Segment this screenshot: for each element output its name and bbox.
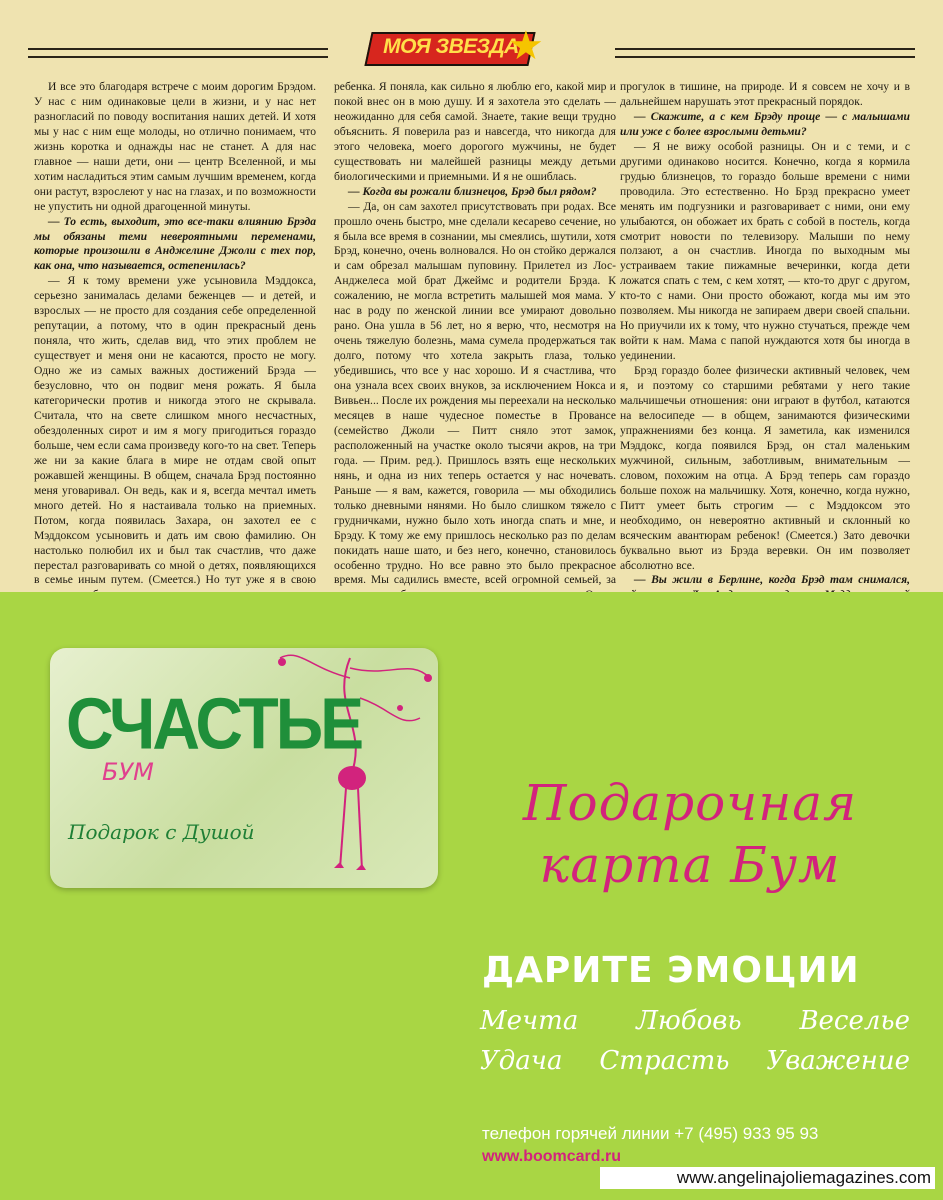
site-watermark: www.angelinajoliemagazines.com — [600, 1167, 935, 1189]
interview-question: — Когда вы рожали близнецов, Брэд был рядом? — [348, 184, 597, 198]
paragraph: ребенка. Я поняла, как сильно я люблю его, какой мир и покой внес он в мою душу. И я захотела это сделать — неожиданно для себя самой. Знаете, такие вещи трудно объяснить. Я поверила раз и навсегда, что никогда для этого человека, моего дорогого мужчины, не будет существовать ни малейшей разницы между детьми биологическими и приемными. И я не ошиблась. — [334, 80, 616, 183]
emotion-word: Любовь — [636, 1006, 742, 1036]
emotion-word: Уважение — [766, 1046, 910, 1076]
emotion-word: Страсть — [599, 1046, 730, 1076]
article-column-3 — [620, 80, 910, 585]
interview-question: — Вы жили в Берлине, когда Брэд там снимался, — [634, 573, 910, 587]
card-slogan: Подарок с Душой — [68, 820, 255, 844]
ad-headline-line-1: Подарочная — [522, 774, 858, 832]
hotline-phone: телефон горячей линии +7 (495) 933 95 93 — [482, 1124, 819, 1143]
advertisement — [0, 592, 943, 1200]
interview-question: — То есть, выходит, это все-таки влиянию Брэда мы обязаны теми невероятными переменами, которые произошли в Анджелине Джоли с тех пор, как она, что называется, остепенилась? — [34, 214, 316, 273]
star-icon: ★ — [508, 23, 544, 69]
emotion-word: Удача — [480, 1046, 563, 1076]
article-column-2 — [334, 80, 616, 585]
emotion-word: Мечта — [480, 1006, 579, 1036]
magazine-logo — [358, 24, 558, 72]
masthead-rule-right — [615, 48, 915, 58]
masthead-rule-left — [28, 48, 328, 58]
article-page — [0, 0, 943, 592]
card-subtitle: БУМ — [102, 758, 154, 786]
paragraph: — Я не вижу особой разницы. Он и с теми, и с другими одинаково носится. Конечно, когда я кормила грудью близнецов, то гораздо больше времени с ними проводила. Это естественно. Но Брэд прекрасно умеет менять им подгузники и разговаривает с ними, они ему улыбаются, он обожает их брать с собой в постель, когда смотрит новости по телевизору. Малыши по нему ползают, а он счастлив. Иногда по выходным мы устраиваем такие пижамные вечеринки, когда дети ложатся спать с тем, с кем хотят, — кто-то друг с другом, кто-то с нами. Они просто обожают, когда мы им это позволяем. Мы никогда не запираем двери своей спальни. Но приучили их к тому, что нужно стучаться, прежде чем войти к нам. Мама с папой нуждаются хотя бы иногда в уединении. — [620, 139, 910, 363]
ad-headline — [470, 772, 910, 896]
card-title: СЧАСТЬЕ — [66, 682, 362, 764]
paragraph: Брэд гораздо более физически активный человек, чем я, и поэтому со старшими ребятами у него такие мальчишечьи отношения: они играют в футбол, катаются на велосипеде — в общем, занимаются физическими упражнениями без конца. Я заметила, как изменился Мэддокс, когда появился Брэд, он стал маленьким мужчиной, сильным, заботливым, внимательным — словом, похожим на отца. А Брэд теперь сам гораздо больше похож на мальчишку. Хотя, конечно, когда нужно, Питт умеет быть строгим — с Мэддоксом это необходимо, он невероятно активный и склонный ко всяческим авантюрам ребенок! (Смеется.) Зато девочки буквально вьют из Брэда веревки. Он им позволяет абсолютно все. — [620, 364, 910, 572]
emotion-word: Веселье — [799, 1006, 910, 1036]
gift-card — [50, 648, 438, 888]
ad-headline-line-2: карта Бум — [539, 836, 841, 894]
emotion-words-row-2 — [480, 1046, 910, 1076]
paragraph: — Я к тому времени уже усыновила Мэддокса, серьезно занималась делами беженцев — и детей, и взрослых — не просто для создания себе определенной репутации, а потому, что в один прекрасный день поняла, что жить, сделав вид, что этих проблем не существует и меня они не касаются, просто не могу. Одно же из самых важных достижений Брэда — безусловно, что он подвиг меня рожать. Я была категорически против и никогда этого не скрывала. Считала, что на свете слишком много несчастных, обездоленных сирот и им я могу пригодиться гораздо больше, чем если сама произведу кого-то на свет. Теперь же ни за какие блага в мире не отдам свой опыт рожавшей женщины. В общем, сначала Брэд постоянно меня уговаривал. Он ведь, как и я, всегда мечтал иметь много детей. Но я настаивала только на приемных. Потом, когда появилась Захара, он захотел ее с Мэддоксом усыновить и дать им свою фамилию. Он настолько полюбил их и был так счастлив, что даже перестал разговаривать со мной о детях, появляющихся в семье иным путем. (Смеется.) Но тут уже я в свою — [34, 274, 316, 587]
article-column-1 — [34, 80, 316, 585]
masthead — [0, 18, 943, 78]
ad-tagline: ДАРИТЕ ЭМОЦИИ — [482, 950, 860, 991]
paragraph: прогулок в тишине, на природе. И я совсем не хочу и в дальнейшем нарушать этот прекрасный порядок. — [620, 80, 910, 108]
website-link[interactable]: www.boomcard.ru — [482, 1148, 621, 1165]
paragraph: И все это благодаря встрече с моим дорогим Брэдом. У нас с ним одинаковые цели в жизни, и у нас нет разногласий по поводу воспитания наших детей. И хотя мы у нас с ним еще молоды, но отлично понимаем, что жизнь коротка и однажды нас не станет. А для нас главное — наши дети, они — центр Вселенной, и мы хотим насладиться этим самым лучшим временем, когда они растут, взрослеют у нас на глазах, и по возможности не упустить ни одной драгоценной минуты. — [34, 80, 316, 213]
emotion-words-row-1 — [480, 1006, 910, 1036]
logo-text: МОЯ ЗВЕЗДА — [383, 35, 519, 58]
interview-question: — Скажите, а с кем Брэду проще — с малышами или уже с более взрослыми детьми? — [620, 109, 910, 138]
paragraph: — Да, он сам захотел присутствовать при родах. Все прошло очень быстро, мне сделали кесарево сечение, но я была все время в сознании, мы смеялись, шутили, хотя Брэд, конечно, очень волновался. Но он стойко держался и сам обрезал малышам пуповину. Прилетел из Лос-Анджелеса мой брат Джеймс и родители Брэда. К сожалению, не могла встретить малышей моя мама. У нас в роду по женской линии все умирают довольно рано. Она ушла в 56 лет, но я верю, что, несмотря на очень тяжелую болезнь, мама сумела продержаться так долго, потому что хотела закрыть глаза, только убедившись, что все у нас хорошо. И я счастлива, что она узнала всех своих внуков, за исключением Нокса и Вивьен... После их рождения мы переехали на несколько месяцев в наше чудесное поместье в Провансе (семейство Джоли — Питт сняло этот замок, расположенный на участке около тысячи акров, на три года. — Прим. ред.). Пришлось взять еще нескольких нянь, и одна из них теперь остается у нас ночевать. Раньше — я вам, кажется, говорила — мы обходились только дневными нянями. Но было слишком тяжело с грудничками, нужно было хоть иногда спать и мне, и Брэду. К тому же ему пришлось несколько раз по делам покидать наше шато, и без него, конечно, становилось особенно трудно. Но все равно это было прекрасное время. Мы садились вместе, всей огромной семьей, за — [334, 199, 616, 587]
